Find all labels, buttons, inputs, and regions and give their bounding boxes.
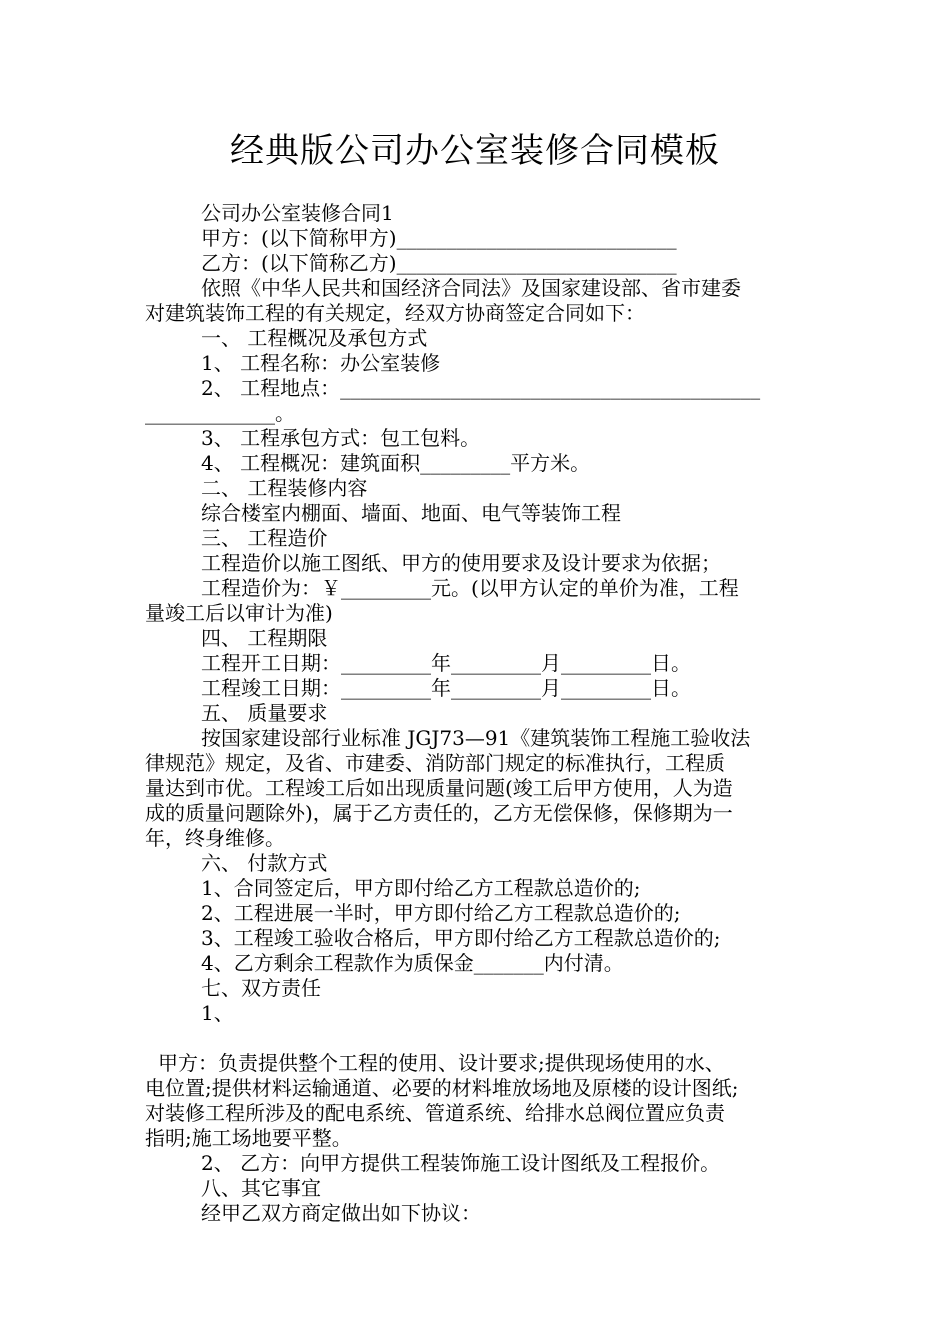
document-title: 经典版公司办公室装修合同模板 — [230, 131, 720, 171]
paragraph-line: 1、 — [201, 1001, 234, 1025]
section-heading: 一、 工程概况及承包方式 — [201, 326, 428, 350]
section-heading: 三、 工程造价 — [201, 526, 328, 550]
paragraph-line: 经甲乙双方商定做出如下协议： — [201, 1201, 481, 1225]
paragraph-line: 指明;施工场地要平整。 — [145, 1126, 352, 1150]
paragraph-line: 2、 乙方：向甲方提供工程装饰施工设计图纸及工程报价。 — [201, 1151, 721, 1175]
paragraph-line: 甲方：负责提供整个工程的使用、设计要求;提供现场使用的水、 — [158, 1051, 725, 1075]
party-b-line: 乙方：(以下简称乙方)____________________________ — [201, 251, 677, 275]
paragraph-line: _____________。 — [145, 401, 295, 425]
party-a-line: 甲方：(以下简称甲方)____________________________ — [201, 226, 677, 250]
paragraph-line: 2、 工程地点：__________________________________________ — [201, 376, 761, 400]
paragraph-line: 对装修工程所涉及的配电系统、管道系统、给排水总阀位置应负责 — [145, 1101, 725, 1125]
paragraph-line: 电位置;提供材料运输通道、必要的材料堆放场地及原楼的设计图纸; — [145, 1076, 739, 1100]
paragraph-line: 4、 工程概况：建筑面积_________平方米。 — [201, 451, 591, 475]
paragraph-line: 按国家建设部行业标准 JGJ73—91《建筑装饰工程施工验收法 — [201, 726, 751, 750]
paragraph-line: 依照《中华人民共和国经济合同法》及国家建设部、省市建委 — [201, 276, 741, 300]
start-date-line: 工程开工日期：_________年_________月_________日。 — [201, 651, 691, 675]
paragraph-line: 量达到市优。工程竣工后如出现质量问题(竣工后甲方使用，人为造 — [145, 776, 733, 800]
paragraph-line: 年，终身维修。 — [145, 826, 285, 850]
paragraph-line: 1、 工程名称：办公室装修 — [201, 351, 441, 375]
section-heading: 七、双方责任 — [201, 976, 321, 1000]
paragraph-line: 律规范》规定，及省、市建委、消防部门规定的标准执行，工程质 — [145, 751, 725, 775]
paragraph-line: 工程造价以施工图纸、甲方的使用要求及设计要求为依据； — [201, 551, 721, 575]
section-heading: 四、 工程期限 — [201, 626, 328, 650]
paragraph-line: 综合楼室内棚面、墙面、地面、电气等装饰工程 — [201, 501, 621, 525]
paragraph-line: 3、工程竣工验收合格后，甲方即付给乙方工程款总造价的; — [201, 926, 721, 950]
section-heading: 二、 工程装修内容 — [201, 476, 368, 500]
paragraph-line: 成的质量问题除外)，属于乙方责任的，乙方无偿保修，保修期为一 — [145, 801, 733, 825]
section-heading: 五、 质量要求 — [201, 701, 328, 725]
section-heading: 六、 付款方式 — [201, 851, 328, 875]
paragraph-line: 1、合同签定后，甲方即付给乙方工程款总造价的; — [201, 876, 641, 900]
contract-subtitle: 公司办公室装修合同1 — [201, 201, 394, 225]
paragraph-line: 3、 工程承包方式：包工包料。 — [201, 426, 481, 450]
completion-date-line: 工程竣工日期：_________年_________月_________日。 — [201, 676, 691, 700]
paragraph-line: 量竣工后以审计为准) — [145, 601, 333, 625]
paragraph-line: 工程造价为：￥_________元。(以甲方认定的单价为准，工程 — [201, 576, 739, 600]
paragraph-line: 4、乙方剩余工程款作为质保金_______内付清。 — [201, 951, 624, 975]
section-heading: 八、其它事宜 — [201, 1176, 321, 1200]
paragraph-line: 2、工程进展一半时，甲方即付给乙方工程款总造价的; — [201, 901, 681, 925]
paragraph-line: 对建筑装饰工程的有关规定，经双方协商签定合同如下： — [145, 301, 645, 325]
